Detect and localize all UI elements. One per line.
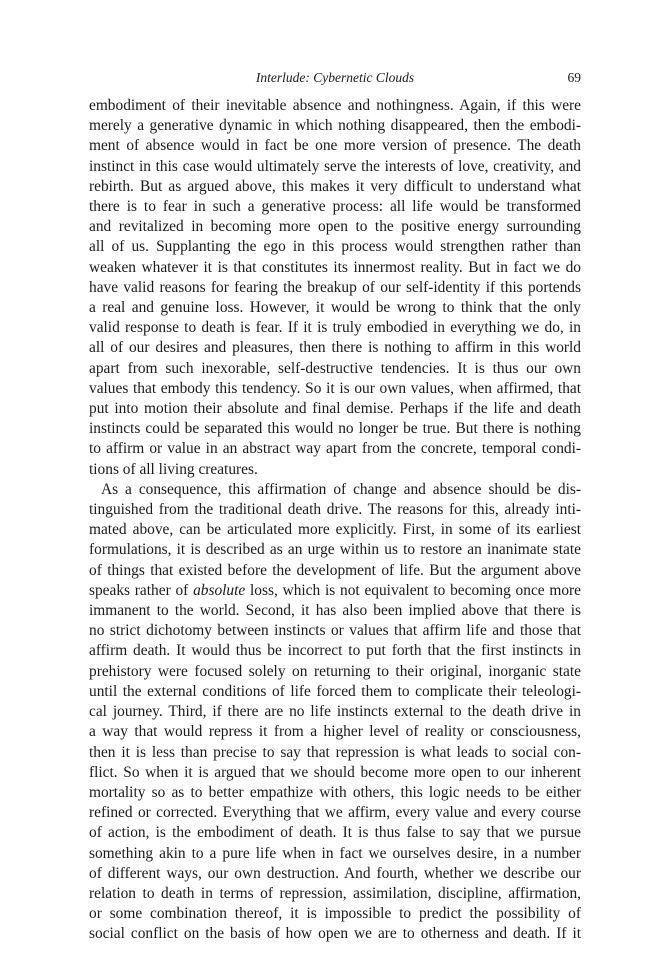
text-line: a real and genuine loss. However, it would be wrong to think that the only — [89, 299, 581, 317]
text-line: instincts could be separated this would no longer be true. But there is nothing — [89, 420, 581, 438]
text-line: apart from such inexorable, self-destructive tendencies. It is thus our own — [89, 359, 581, 377]
text-line: of action, is the embodiment of death. It is thus false to say that we pursue — [89, 824, 581, 842]
text-line: weaken whatever it is that constitutes its innermost reality. But in fact we do — [89, 258, 581, 276]
text-line: ment of absence would in fact be one more version of presence. The death — [89, 137, 581, 155]
text-line: all of us. Supplanting the ego in this process would strengthen rather than — [89, 238, 581, 256]
text-line: no strict dichotomy between instincts or values that affirm life and those that — [89, 622, 581, 640]
text-line: or some combination thereof, it is impossible to predict the possibility of — [89, 905, 581, 923]
text-line: prehistory were focused solely on returning to their original, inorganic state — [89, 662, 581, 680]
text-line: have valid reasons for fearing the breakup of our self-identity if this portends — [89, 278, 581, 296]
text-line: tions of all living creatures. — [89, 460, 258, 478]
text-line: relation to death in terms of repression, assimilation, discipline, affirmation, — [89, 884, 581, 902]
text-line: mated above, can be articulated more explicitly. First, in some of its earliest — [89, 521, 581, 539]
text-line: rebirth. But as argued above, this makes it very difficult to understand what — [89, 177, 581, 195]
text-line: of different ways, our own destruction. And fourth, whether we describe our — [89, 864, 581, 882]
page-number: 69 — [567, 70, 581, 85]
text-line: a way that would repress it from a higher level of reality or consciousness, — [89, 723, 581, 741]
text-line: formulations, it is described as an urge within us to restore an inanimate state — [89, 541, 581, 559]
text-line: tinguished from the traditional death drive. The reasons for this, already inti- — [89, 501, 581, 519]
text-line: flict. So when it is argued that we should become more open to our inherent — [89, 763, 581, 781]
text-line: there is to fear in such a generative process: all life would be transformed — [89, 198, 581, 216]
paragraph — [89, 480, 581, 945]
running-head — [89, 62, 581, 96]
running-title: Interlude: Cybernetic Clouds — [255, 70, 415, 85]
text-line: affirm death. It would thus be incorrect to put forth that the first instincts in — [89, 642, 581, 660]
text-line: of things that existed before the development of life. But the argument above — [89, 561, 581, 579]
text-line: mortality so as to better empathize with others, this logic needs to be either — [89, 783, 581, 801]
text-line: merely a generative dynamic in which nothing disappeared, then the embodi- — [89, 117, 581, 135]
text-line: to affirm or value in an abstract way apart from the concrete, temporal condi- — [89, 440, 581, 458]
text-line: until the external conditions of life forced them to complicate their teleologi- — [89, 682, 581, 700]
text-line: immanent to the world. Second, it has also been implied above that there is — [89, 602, 581, 620]
body-text — [89, 96, 581, 945]
paragraph — [89, 96, 581, 480]
text-line: all of our desires and pleasures, then there is nothing to affirm in this world — [89, 339, 581, 357]
book-page — [89, 62, 581, 945]
text-line: As a consequence, this affirmation of change and absence should be dis- — [101, 480, 581, 498]
text-line: cal journey. Third, if there are no life instincts external to the death drive in — [89, 703, 581, 721]
text-line: social conflict on the basis of how open we are to otherness and death. If it — [89, 925, 581, 943]
emphasized-word: absolute — [193, 581, 246, 599]
text-line: valid response to death is fear. If it is truly embodied in everything we do, in — [89, 319, 581, 337]
text-line: and revitalized in becoming more open to the positive energy surrounding — [89, 218, 581, 236]
text-line: instinct in this case would ultimately serve the interests of love, creativity, and — [89, 157, 581, 175]
text-line: something akin to a pure life when in fact we ourselves desire, in a number — [89, 844, 581, 862]
text-line: speaks rather of absolute loss, which is not equivalent to becoming once more — [89, 581, 582, 599]
text-line: then it is less than precise to say that repression is what leads to social con- — [89, 743, 581, 761]
text-line: put into motion their absolute and final demise. Perhaps if the life and death — [89, 400, 581, 418]
text-line: refined or corrected. Everything that we affirm, every value and every course — [89, 804, 581, 822]
text-line: embodiment of their inevitable absence and nothingness. Again, if this were — [89, 97, 581, 114]
text-line: values that embody this tendency. So it is our own values, when affirmed, that — [89, 379, 581, 397]
